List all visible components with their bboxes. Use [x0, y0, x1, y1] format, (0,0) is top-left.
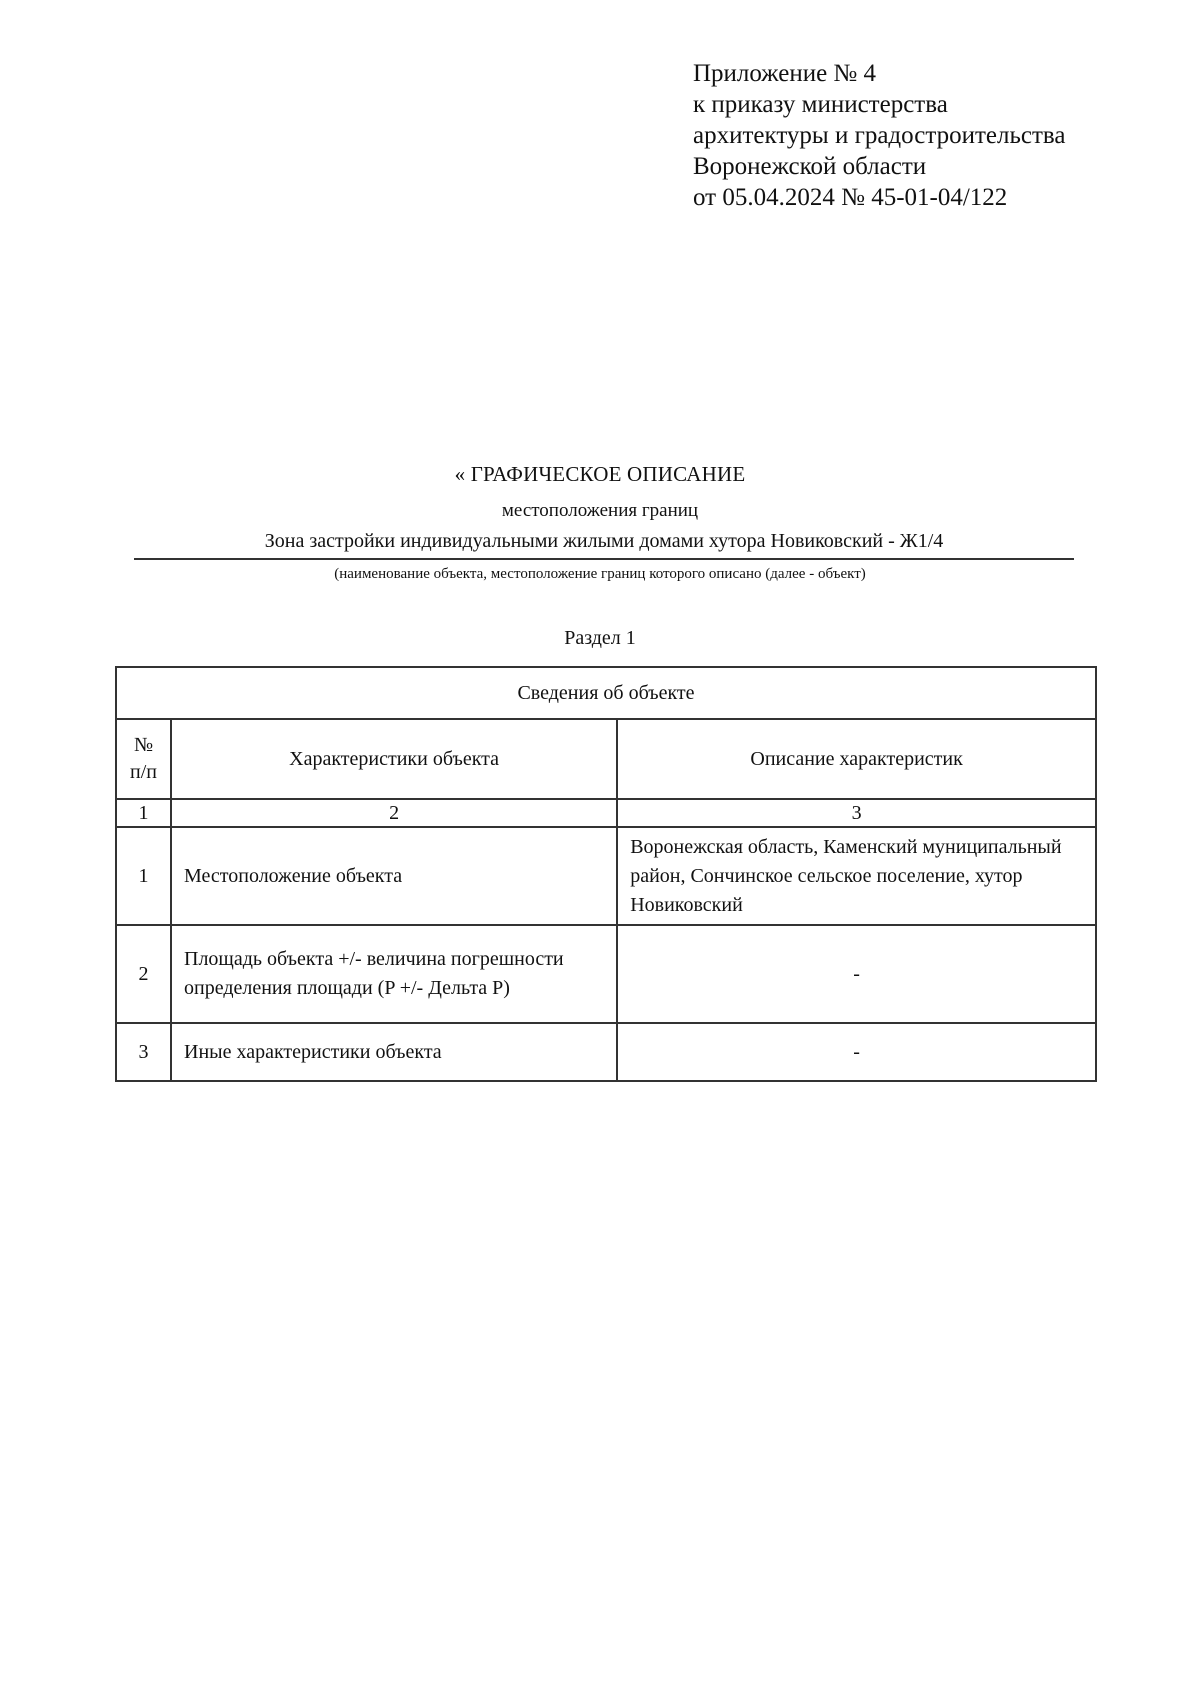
header-characteristic: Характеристики объекта — [171, 719, 617, 799]
row-num: 3 — [116, 1023, 171, 1081]
row-num: 1 — [116, 827, 171, 925]
table-caption: Сведения об объекте — [116, 667, 1096, 719]
object-name: Зона застройки индивидуальными жилыми домами хутора Новиковский - Ж1/4 — [134, 530, 1074, 560]
row-num: 2 — [116, 925, 171, 1023]
object-info-table — [115, 666, 1097, 1082]
table-row — [116, 1023, 1096, 1081]
index-cell: 1 — [116, 799, 171, 827]
row-characteristic: Местоположение объекта — [171, 827, 617, 925]
table-caption-row — [116, 667, 1096, 719]
section-label: Раздел 1 — [564, 627, 636, 649]
appendix-line: архитектуры и градостроительства — [693, 122, 1066, 149]
object-name-caption: (наименование объекта, местоположение границ которого описано (далее - объект) — [334, 566, 866, 582]
document-subtitle: местоположения границ — [501, 500, 699, 521]
appendix-line: от 05.04.2024 № 45-01-04/122 — [693, 184, 1008, 211]
row-description: Воронежская область, Каменский муниципальный район, Сончинское сельское поселение, хутор Новиковский — [617, 827, 1096, 925]
row-description: - — [617, 925, 1096, 1023]
table-index-row — [116, 799, 1096, 827]
index-cell: 3 — [617, 799, 1096, 827]
header-num-label: № п/п — [130, 734, 157, 783]
appendix-line: Воронежской области — [693, 153, 927, 180]
header-num — [116, 719, 171, 799]
table-header-row — [116, 719, 1096, 799]
appendix-line: к приказу министерства — [693, 91, 948, 118]
table-row — [116, 925, 1096, 1023]
document-title: « ГРАФИЧЕСКОЕ ОПИСАНИЕ — [454, 462, 746, 486]
header-description: Описание характеристик — [617, 719, 1096, 799]
appendix-header — [693, 58, 1065, 213]
row-characteristic: Иные характеристики объекта — [171, 1023, 617, 1081]
table-row — [116, 827, 1096, 925]
index-cell: 2 — [171, 799, 617, 827]
row-description: - — [617, 1023, 1096, 1081]
row-characteristic: Площадь объекта +/- величина погрешности определения площади (P +/- Дельта P) — [171, 925, 617, 1023]
appendix-line: Приложение № 4 — [693, 60, 877, 87]
